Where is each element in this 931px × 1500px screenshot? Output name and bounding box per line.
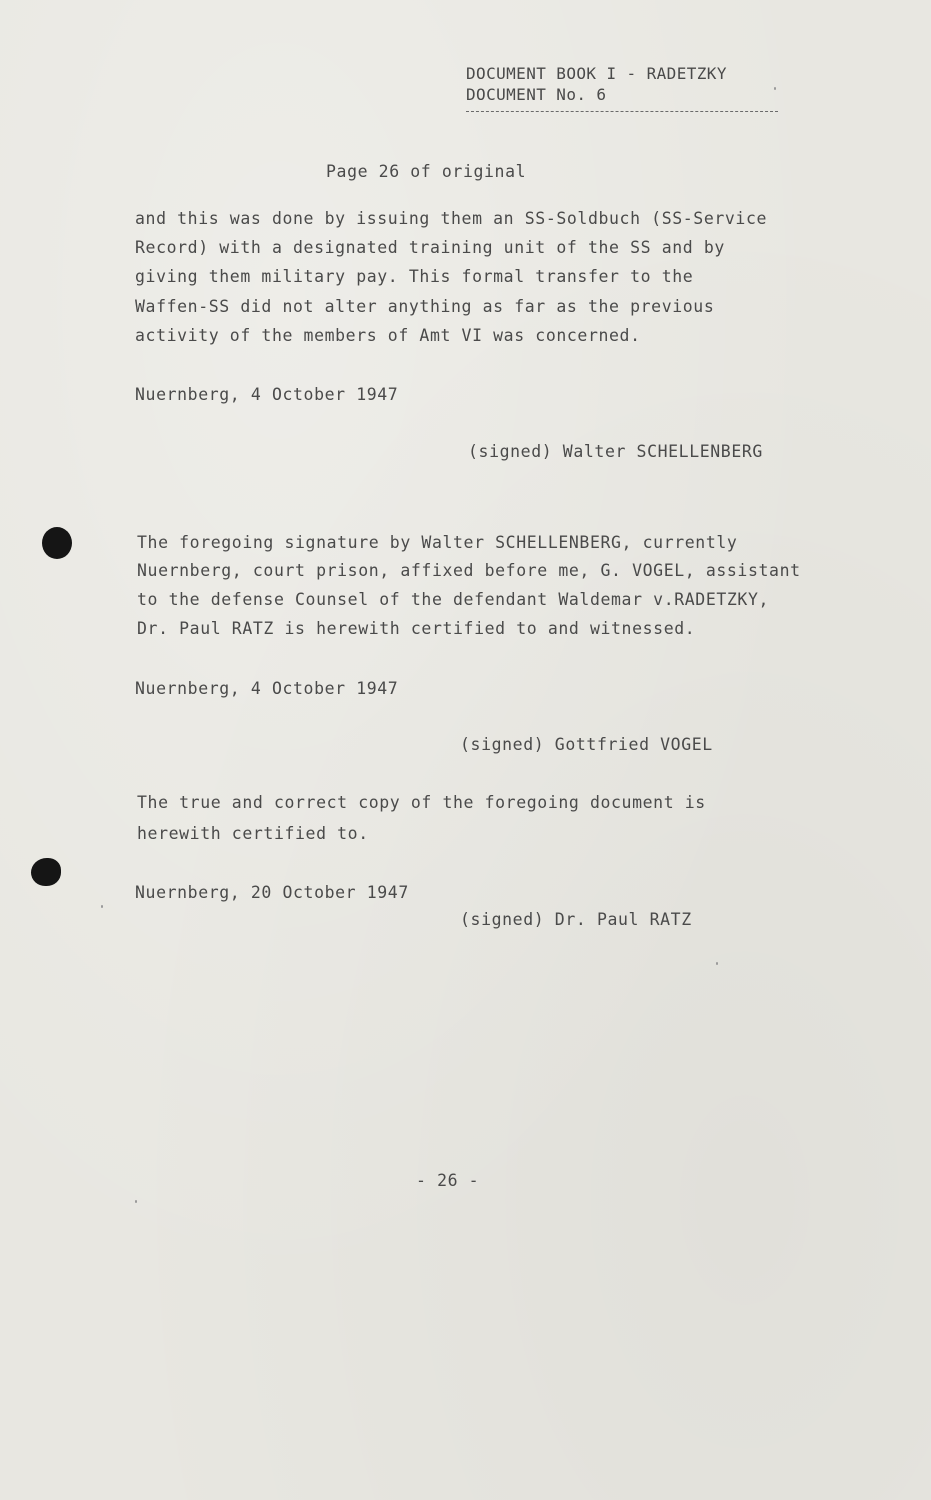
certification-line-2: Nuernberg, court prison, affixed before me, G. VOGEL, assistant [137,561,801,580]
copy-cert-line-1: The true and correct copy of the foregoing document is [137,793,706,812]
signature-1: (signed) Walter SCHELLENBERG [468,442,763,461]
paper-speck [716,962,718,965]
date-1: Nuernberg, 4 October 1947 [135,385,399,404]
paper-speck [101,905,103,908]
document-number: DOCUMENT No. 6 [466,85,607,104]
date-3: Nuernberg, 20 October 1947 [135,883,409,902]
certification-line-1: The foregoing signature by Walter SCHELLENBERG, currently [137,533,738,552]
paper-speck [135,1200,137,1203]
body-line-2: Record) with a designated training unit of the SS and by [135,238,725,257]
paper-speck [774,87,776,90]
body-line-5: activity of the members of Amt VI was concerned. [135,326,641,345]
signature-2: (signed) Gottfried VOGEL [460,735,713,754]
punch-hole-upper [42,527,72,559]
certification-line-4: Dr. Paul RATZ is herewith certified to and witnessed. [137,619,696,638]
header-underline [466,111,778,112]
certification-line-3: to the defense Counsel of the defendant Waldemar v.RADETZKY, [137,590,770,609]
signature-3: (signed) Dr. Paul RATZ [460,910,692,929]
page-reference: Page 26 of original [326,162,527,181]
body-line-1: and this was done by issuing them an SS-Soldbuch (SS-Service [135,209,768,228]
copy-cert-line-2: herewith certified to. [137,824,369,843]
date-2: Nuernberg, 4 October 1947 [135,679,399,698]
page-number: - 26 - [416,1171,480,1190]
punch-hole-lower [31,858,61,886]
body-line-4: Waffen-SS did not alter anything as far as the previous [135,297,715,316]
body-line-3: giving them military pay. This formal transfer to the [135,267,694,286]
document-book-title: DOCUMENT BOOK I - RADETZKY [466,64,727,83]
